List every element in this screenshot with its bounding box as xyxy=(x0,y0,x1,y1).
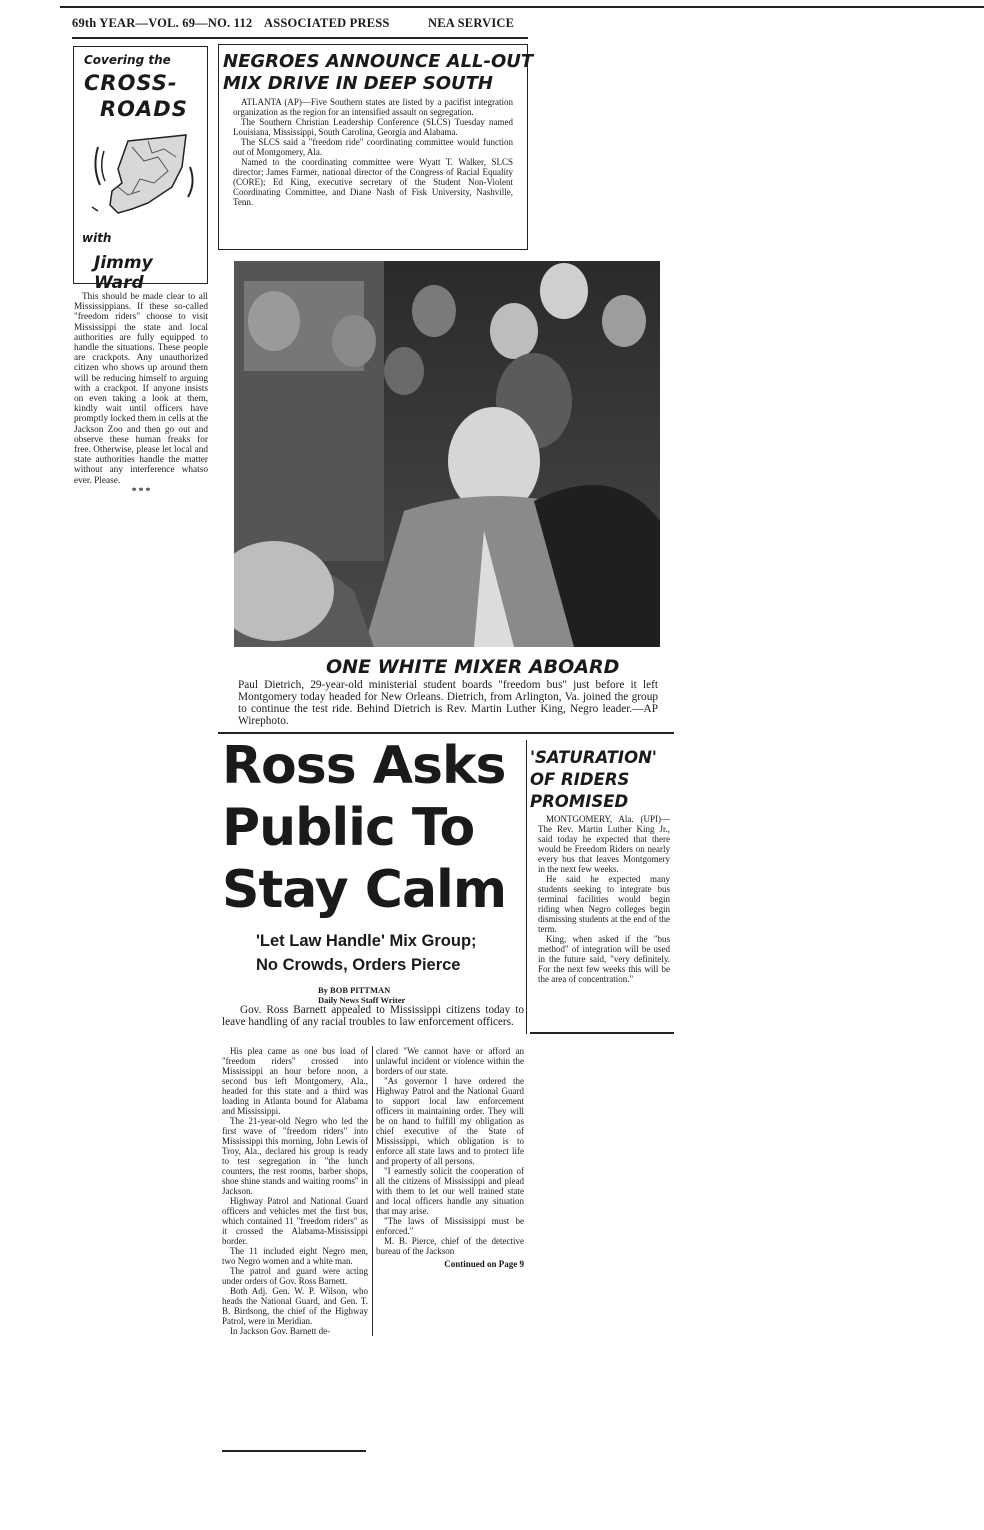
main-story-col1 xyxy=(222,1046,373,1336)
main-paragraph: In Jackson Gov. Barnett de- xyxy=(230,1326,331,1336)
sidebar-divider xyxy=(526,740,527,1034)
main-paragraph: Highway Patrol and National Guard officers and vehicles met the first bus, which contained 11 "freedom riders" as it crossed the Alabama-Mississippi border. xyxy=(222,1196,368,1246)
main-paragraph: The 21-year-old Negro who led the first wave of "freedom riders" into Mississippi this morning, John Lewis of Troy, Ala., declared his group is ready to test segregation in "the lunch counters, the rest rooms, barber shops, shoe shine stands and waiting rooms" in Jackson. xyxy=(222,1116,368,1196)
column-header-box xyxy=(73,46,208,293)
main-headline-line3: Stay Calm xyxy=(222,860,507,920)
news-photo xyxy=(234,261,660,647)
deck-line2: No Crowds, Orders Pierce xyxy=(256,956,461,974)
main-headline-line1: Ross Asks xyxy=(222,736,506,796)
negroes-paragraph: The SLCS said a "freedom ride" coordinating committee would function out of Montgomery, Ala. xyxy=(233,137,513,157)
saturation-headline-line1: 'SATURATION' xyxy=(530,748,657,767)
column-stars: * * * xyxy=(131,486,151,497)
main-paragraph: His plea came as one bus load of "freedom riders" crossed into Mississippi an hour before noon, a second bus left Montgomery, Ala., headed for this state and a third was loading in Atlanta bound for Alabama and Mississippi. xyxy=(222,1046,368,1116)
byline-name: By BOB PITTMAN xyxy=(318,985,391,995)
main-paragraph: The 11 included eight Negro men, two Negro women and a white man. xyxy=(222,1246,368,1266)
main-paragraph: "I earnestly solicit the cooperation of all the citizens of Mississippi and plead with them to let our well trained state and local officers handle any situation that may arise. xyxy=(376,1166,524,1216)
main-paragraph: clared "We cannot have or afford an unlawful incident or violence within the borders of our state. xyxy=(376,1046,524,1076)
associated-press-label: ASSOCIATED PRESS xyxy=(264,16,390,30)
main-lead: Gov. Ross Barnett appealed to Mississippi citizens today to leave handling of any racial troubles to law enforcement officers. xyxy=(222,1004,524,1028)
top-rule xyxy=(60,6,984,8)
bottom-rule xyxy=(222,1450,366,1452)
photo-caption: Paul Dietrich, 29-year-old ministerial student boards "freedom bus" just before it left Montgomery today headed for New Orleans. Dietrich, from Arlington, Va. joined the group to continue the test ride. Behind Dietrich is Rev. Martin Luther King, Negro leader.—AP Wirephoto. xyxy=(238,679,658,727)
saturation-headline-line3: PROMISED xyxy=(530,792,629,811)
main-paragraph: "The laws of Mississippi must be enforced." xyxy=(376,1216,524,1236)
column-title-roads: ROADS xyxy=(100,97,188,121)
main-paragraph: Both Adj. Gen. W. P. Wilson, who heads the National Guard, and Gen. T. B. Birdsong, the chief of the Highway Patrol, were in Meridian. xyxy=(222,1286,368,1326)
masthead-rule xyxy=(72,37,528,39)
volume-line: 69th YEAR—VOL. 69—NO. 112 xyxy=(72,16,253,30)
saturation-story-text xyxy=(538,814,670,984)
crowd-photo-illustration xyxy=(234,261,660,647)
negroes-headline-line2: MIX DRIVE IN DEEP SOUTH xyxy=(223,73,493,94)
column-paragraph: This should be made clear to all Mississippians. If these so-called "freedom riders" choose to visit Mississippi the state and local authorities are fully equipped to handle the situations. These people are crackpots. Any unauthorized citizen who shows up around them will be reducing himself to arguing with a crackpot. If anyone insists on even taking a look at them, kindly wait until officers have promptly locked them in cells at the Jackson Zoo and then go out and observe these human freaks for free. Otherwise, please let local and state authorities handle the matter without any interference whatso ever. Please. xyxy=(74,292,208,486)
column-text xyxy=(74,292,208,497)
deck-line1: 'Let Law Handle' Mix Group; xyxy=(256,932,477,950)
negroes-paragraph: ATLANTA (AP)—Five Southern states are listed by a pacifist integration organization as the region for an intensified assault on segregation. xyxy=(233,97,513,117)
continued-note: Continued on Page 9 xyxy=(444,1259,524,1269)
byline-title: Daily News Staff Writer xyxy=(318,995,406,1005)
main-paragraph: The patrol and guard were acting under orders of Gov. Ross Barnett. xyxy=(222,1266,368,1286)
negroes-story-text xyxy=(233,97,513,207)
main-paragraph: "As governor I have ordered the Highway Patrol and the National Guard to support local law enforcement officers in maintaining order. They will be on hand to fulfill my obligation as chief executive of the State of Mississippi, which obligation is to enforce all state laws and to protect life and property of all persons. xyxy=(376,1076,524,1166)
saturation-paragraph: King, when asked if the "bus method" of integration will be used in the future said, "very definitely. For the next few weeks this will be the area of concentration." xyxy=(538,934,670,984)
main-headline-line2: Public To xyxy=(222,798,475,858)
saturation-headline-line2: OF RIDERS xyxy=(530,770,630,789)
column-title-cross: CROSS- xyxy=(84,71,178,95)
negroes-paragraph: The Southern Christian Leadership Conference (SLCS) Tuesday named Louisiana, Mississippi, South Carolina, Georgia and Alabama. xyxy=(233,117,513,137)
column-title-covering: Covering the xyxy=(84,53,171,67)
main-story-col2 xyxy=(376,1046,524,1269)
sidebar-bottom-rule xyxy=(530,1032,674,1034)
negroes-paragraph: Named to the coordinating committee were Wyatt T. Walker, SLCS director; James Farmer, national director of the Congress of Racial Equality (CORE); Ed King, executive secretary of the Student Non-Violent Coordinating Committee, and Diane Nash of Fisk University, Nashville, Tenn. xyxy=(233,157,513,207)
column-author: Jimmy Ward xyxy=(94,253,153,293)
nea-service-label: NEA SERVICE xyxy=(428,16,515,30)
column-title-with: with xyxy=(82,231,112,245)
saturation-paragraph: MONTGOMERY, Ala. (UPI)—The Rev. Martin Luther King Jr., said today he expected that there would be Freedom Riders on nearly every bus that leaves Montgomery in the next few weeks. xyxy=(538,814,670,874)
saturation-paragraph: He said he expected many students seeking to integrate bus terminal facilities would begin riding when Negro colleges begin dismissing students at the end of the term. xyxy=(538,874,670,934)
negroes-story-box xyxy=(218,44,534,250)
mississippi-map-illustration xyxy=(88,127,198,227)
photo-headline: ONE WHITE MIXER ABOARD xyxy=(326,656,620,678)
negroes-headline-line1: NEGROES ANNOUNCE ALL-OUT xyxy=(223,51,534,72)
caption-rule xyxy=(218,732,674,734)
main-paragraph: M. B. Pierce, chief of the detective bureau of the Jackson xyxy=(376,1236,524,1256)
